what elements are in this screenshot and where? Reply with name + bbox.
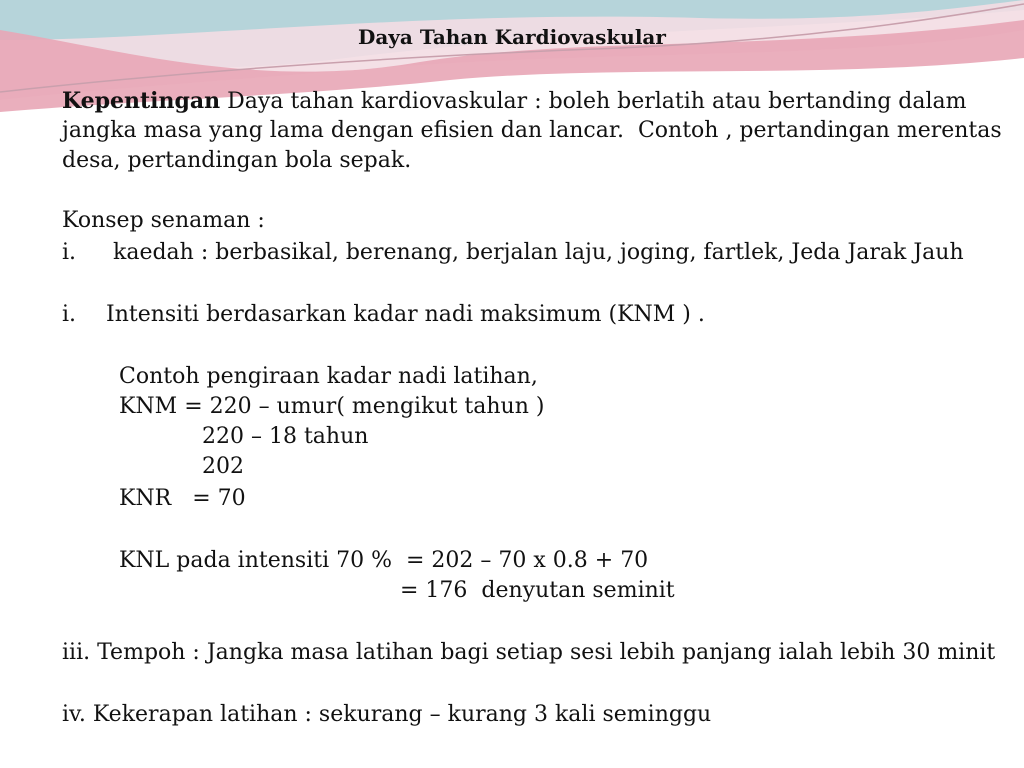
konsep-heading: Konsep senaman : [62, 208, 265, 233]
calc-intro: Contoh pengiraan kadar nadi latihan, [119, 364, 538, 389]
calc-knr: KNR = 70 [119, 486, 246, 511]
konsep-item2-text: Intensiti berdasarkan kadar nadi maksimum (KNM ) . [106, 302, 705, 327]
kekerapan-line: iv. Kekerapan latihan : sekurang – kurang 3 kali seminggu [62, 702, 712, 727]
kepentingan-line-3: desa, pertandingan bola sepak. [62, 148, 412, 173]
kepentingan-line1-text: Daya tahan kardiovaskular : boleh berlatih atau bertanding dalam [220, 89, 967, 114]
calc-knm-formula: KNM = 220 – umur( mengikut tahun ) [119, 394, 545, 419]
calc-knl-result: = 176 denyutan seminit [400, 578, 675, 603]
kepentingan-line-1 [62, 86, 967, 117]
calc-knl-formula: KNL pada intensiti 70 % = 202 – 70 x 0.8 + 70 [119, 548, 649, 573]
konsep-item2-number: i. [62, 302, 77, 327]
tempoh-line: iii. Tempoh : Jangka masa latihan bagi setiap sesi lebih panjang ialah lebih 30 minit [62, 640, 996, 665]
calc-knm-result: 202 [202, 454, 244, 479]
kepentingan-label: Kepentingan [62, 88, 221, 114]
konsep-item1-number: i. [62, 240, 77, 265]
slide-title: Daya Tahan Kardiovaskular [358, 25, 666, 49]
konsep-item1-text: kaedah : berbasikal, berenang, berjalan laju, joging, fartlek, Jeda Jarak Jauh [113, 240, 964, 265]
kepentingan-line-2: jangka masa yang lama dengan efisien dan lancar. Contoh , pertandingan merentas [62, 118, 1002, 143]
calc-knm-step: 220 – 18 tahun [202, 424, 369, 449]
